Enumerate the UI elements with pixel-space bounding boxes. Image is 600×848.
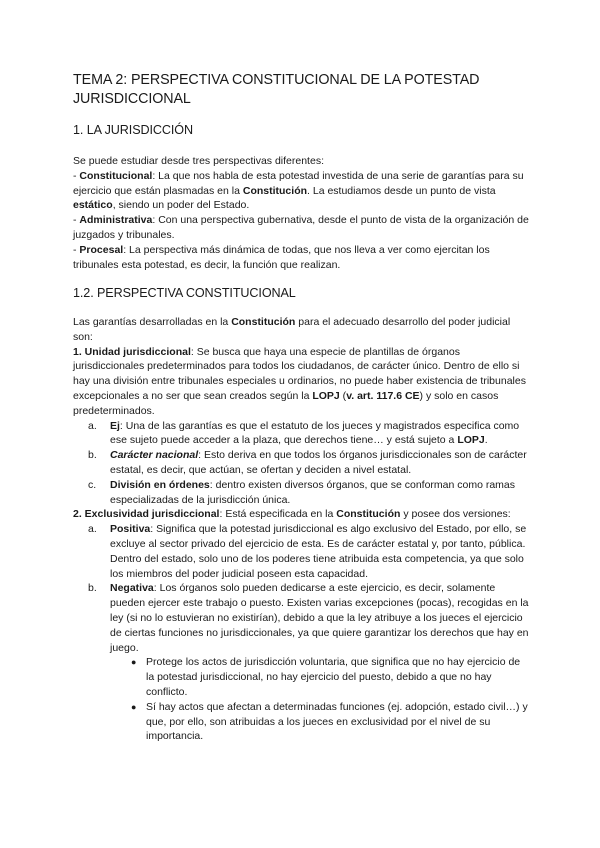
bullet-icon: ● [131, 657, 137, 668]
page-title: TEMA 2: PERSPECTIVA CONSTITUCIONAL DE LA POTESTAD JURISDICCIONAL [73, 72, 480, 107]
list-item-ej: a. Ej: Una de las garantías es que el estatuto de los jueces y magistrados especifica como ese sujeto puede acceder a la plaza, que derechos tiene… y está sujeto a LOPJ. [88, 419, 520, 447]
section-heading-jurisdiccion: 1. LA JURISDICCIÓN [73, 123, 193, 137]
list-item-division-ordenes: c. División en órdenes: dentro existen diversos órganos, que se conforman como ramas especializadas de la jurisdicción única. [88, 478, 516, 506]
garantia-exclusividad: 2. Exclusividad jurisdiccional: Está especificada en la Constitución y posee dos versiones: [73, 508, 511, 521]
bullet-item-funciones-exclusivas: ● Sí hay actos que afectan a determinadas funciones (ej. adopción, estado civil…) y que, por ello, son atribuidas a los jueces en exclusividad por el nivel de su importancia. [131, 700, 528, 743]
section-heading-perspectiva: 1.2. PERSPECTIVA CONSTITUCIONAL [73, 286, 296, 300]
perspective-constitucional: - Constitucional: La que nos habla de esta potestad investida de una serie de garantías para su ejercicio que están plasmadas en la Constitución. La estudiamos desde un punto de vista estático, siendo un poder del Estado. [73, 169, 524, 212]
bullet-item-jurisdiccion-voluntaria: ● Protege los actos de jurisdicción voluntaria, que significa que no hay ejercicio de la potestad jurisdiccional, no hay ejercicio del puesto, debido a que no hay conflicto. [131, 656, 521, 698]
intro-paragraph: Se puede estudiar desde tres perspectivas diferentes: [73, 155, 324, 167]
bullet-icon: ● [131, 701, 137, 712]
list-item-positiva: a. Positiva: Significa que la potestad jurisdiccional es algo exclusivo del Estado, por ello, se excluye al sector privado del ejercicio de esta. Es de carácter estatal y, por tanto, pública. Dentro del estado, solo uno de los poderes tiene atribuida esta competencia, ya que solo los miembros del poder judicial poseen esta capacidad. [88, 523, 527, 580]
garantia-unidad: 1. Unidad jurisdiccional: Se busca que haya una especie de plantillas de órganos jurisdiccionales predeterminados para todos los ciudadanos, de carácter único. Dentro de ello si hay una división entre tribunales especiales u ordinarios, no puede haber existencia de tribunales excepcionales a no ser que sean creados según la LOPJ (v. art. 117.6 CE) y solo en casos predeterminados. [73, 345, 526, 417]
list-item-caracter-nacional: b. Carácter nacional: Esto deriva en que todos los órganos jurisdiccionales son de carácter estatal, es decir, que actúan, se ofertan y deciden a nivel estatal. [88, 449, 527, 476]
list-item-negativa: b. Negativa: Los órganos solo pueden dedicarse a este ejercicio, es decir, solamente pueden ejercer este trabajo o puesto. Existen varias excepciones (pocas), recogidas en la ley (si no lo estuvieran no existirían), debido a que la ley atribuye a los jueces el ejercicio de ciertas funciones no jurisdiccionales, ya que quiere garantizar los derechos que hay en juego. [88, 582, 529, 654]
section-jurisdiccion-body [73, 154, 529, 272]
garantias-intro: Las garantías desarrolladas en la Constitución para el adecuado desarrollo del poder judicial son: [73, 316, 511, 343]
perspective-administrativa: - Administrativa: Con una perspectiva gubernativa, desde el punto de vista de la organización de juzgados y tribunales. [73, 214, 529, 241]
perspective-procesal: - Procesal: La perspectiva más dinámica de todas, que nos lleva a ver como ejercitan los tribunales esta potestad, es decir, la función que realizan. [73, 243, 490, 271]
section-perspectiva-body [73, 315, 529, 744]
